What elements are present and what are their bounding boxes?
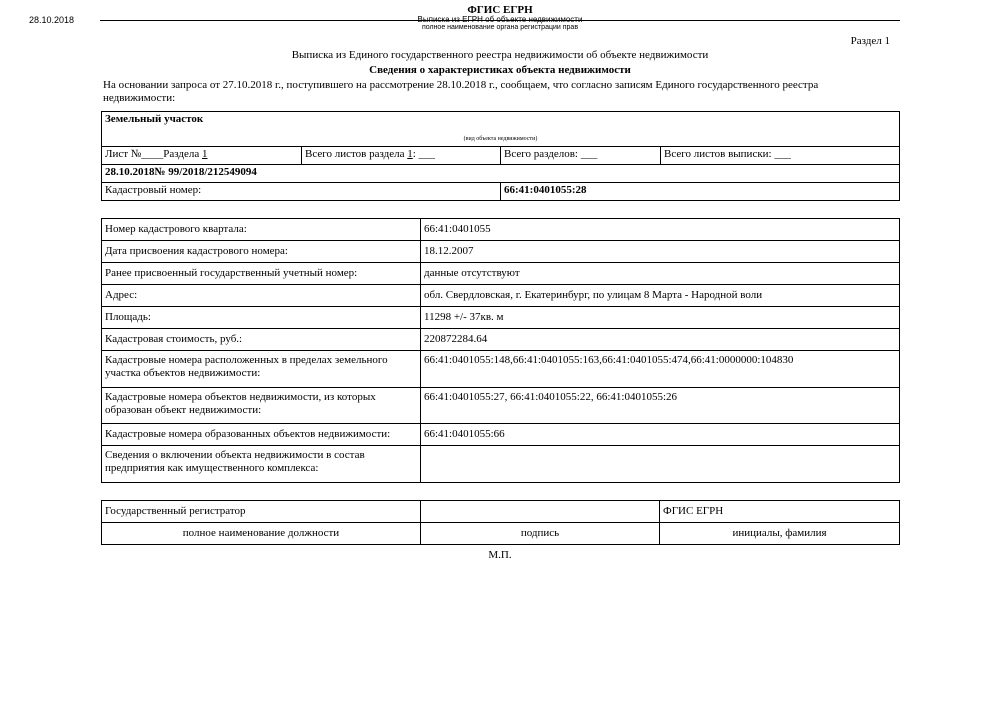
property-value: данные отсутствуют xyxy=(421,263,900,285)
name-caption: инициалы, фамилия xyxy=(660,523,900,545)
total-sheets-value: 1 xyxy=(407,148,413,160)
property-label: Сведения о включении объекта недвижимости в состав предприятия как имущественного комплекса: xyxy=(102,446,421,483)
signature-table xyxy=(101,500,900,545)
document-title: Выписка из Единого государственного реестра недвижимости об объекте недвижимости xyxy=(291,49,709,61)
total-sheets-tail: : ___ xyxy=(412,148,436,160)
property-value: 66:41:0401055:66 xyxy=(421,424,900,446)
property-value: 66:41:0401055:148,66:41:0401055:163,66:41:0401055:474,66:41:0000000:104830 xyxy=(421,351,900,388)
property-value: 18.12.2007 xyxy=(421,241,900,263)
registrar-signature xyxy=(421,501,660,523)
table-row xyxy=(102,285,900,307)
registrar-name: ФГИС ЕГРН xyxy=(660,501,900,523)
table-row xyxy=(102,424,900,446)
intro-text: На основании запроса от 27.10.2018 г., поступившего на рассмотрение 28.10.2018 г., сообщаем, что согласно записям Единого государственного реестра недвижимости: xyxy=(103,79,819,104)
property-value: обл. Свердловская, г. Екатеринбург, по улицам 8 Марта - Народной воли xyxy=(421,285,900,307)
sheet-number-cell xyxy=(102,147,302,165)
cadastral-number-label: Кадастровый номер: xyxy=(102,183,501,201)
property-label: Кадастровые номера объектов недвижимости, из которых образован объект недвижимости: xyxy=(102,388,421,424)
total-sections: Всего разделов: ___ xyxy=(501,147,661,165)
property-value: 11298 +/- 37кв. м xyxy=(421,307,900,329)
agency-name: ФГИС ЕГРН xyxy=(467,4,533,16)
property-value xyxy=(421,446,900,483)
total-sheets-cell xyxy=(302,147,501,165)
property-label: Дата присвоения кадастрового номера: xyxy=(102,241,421,263)
property-label: Кадастровые номера образованных объектов недвижимости: xyxy=(102,424,421,446)
property-value: 66:41:0401055:27, 66:41:0401055:22, 66:41:0401055:26 xyxy=(421,388,900,424)
sheet-label: Лист №____Раздела xyxy=(105,148,200,160)
table-row xyxy=(102,329,900,351)
total-sheets-label: Всего листов раздела xyxy=(305,148,405,160)
table-row xyxy=(102,446,900,483)
property-label: Номер кадастрового квартала: xyxy=(102,219,421,241)
record-number: 28.10.2018№ 99/2018/212549094 xyxy=(102,165,900,183)
table-row xyxy=(102,263,900,285)
table-row xyxy=(102,307,900,329)
document-subtitle: Сведения о характеристиках объекта недвижимости xyxy=(369,64,631,76)
property-label: Площадь: xyxy=(102,307,421,329)
table-row xyxy=(102,241,900,263)
print-date: 28.10.2018 xyxy=(29,15,75,25)
properties-table xyxy=(101,218,900,483)
cadastral-number-value: 66:41:0401055:28 xyxy=(501,183,900,201)
section-label: Раздел 1 xyxy=(850,35,890,47)
object-type-caption: (вид объекта недвижимости) xyxy=(463,136,538,142)
property-label: Кадастровые номера расположенных в пределах земельного участка объектов недвижимости: xyxy=(102,351,421,388)
property-value: 66:41:0401055 xyxy=(421,219,900,241)
signature-caption: подпись xyxy=(421,523,660,545)
total-extract-sheets: Всего листов выписки: ___ xyxy=(661,147,900,165)
stamp-label: М.П. xyxy=(488,549,512,561)
property-label: Ранее присвоенный государственный учетный номер: xyxy=(102,263,421,285)
doc-label: Выписка из ЕГРН об объекте недвижимости xyxy=(417,15,583,24)
agency-caption: полное наименование органа регистрации прав xyxy=(421,24,579,31)
table-row xyxy=(102,219,900,241)
property-label: Кадастровая стоимость, руб.: xyxy=(102,329,421,351)
object-header-table xyxy=(101,111,900,201)
property-value: 220872284.64 xyxy=(421,329,900,351)
registrar-position: Государственный регистратор xyxy=(102,501,421,523)
sheet-section-number: 1 xyxy=(202,148,208,160)
object-type: Земельный участок xyxy=(102,112,900,131)
position-caption: полное наименование должности xyxy=(102,523,421,545)
property-label: Адрес: xyxy=(102,285,421,307)
table-row xyxy=(102,351,900,388)
table-row xyxy=(102,388,900,424)
